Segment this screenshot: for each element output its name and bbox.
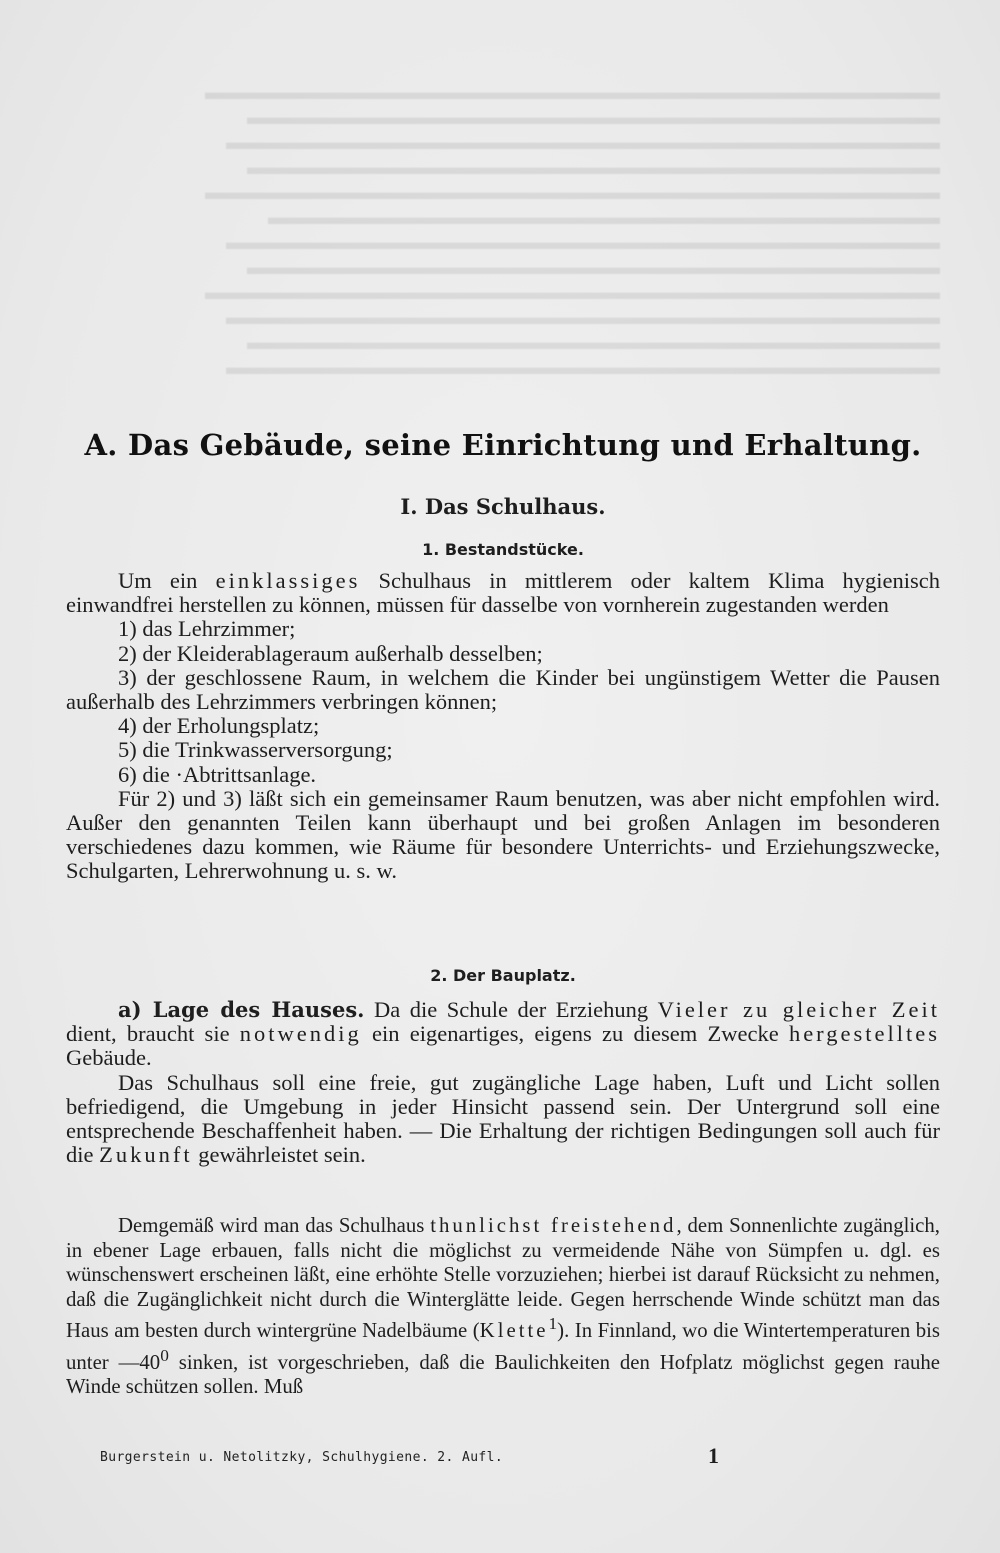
paragraph-text: dient, braucht sie [66, 1021, 240, 1047]
bleed-through-text: ▬▬▬▬▬▬▬▬▬▬▬▬▬▬▬▬▬▬▬▬▬▬▬▬▬▬▬▬▬▬▬▬▬▬▬ ▬▬▬▬▬▬▬▬▬▬▬▬▬▬▬▬▬▬▬▬▬▬▬▬▬▬▬▬▬▬▬▬▬ ▬▬▬▬▬▬▬▬▬▬▬▬▬▬▬▬▬▬▬▬▬▬▬▬▬▬▬▬▬▬▬▬▬▬ ▬▬▬▬▬▬▬▬▬▬▬▬▬▬▬▬▬▬▬▬▬▬▬▬▬▬▬▬▬▬▬▬▬ ▬▬▬▬▬▬▬▬▬▬▬▬▬▬▬▬▬▬▬▬▬▬▬▬▬▬▬▬▬▬▬▬▬▬▬ ▬▬▬▬▬▬▬▬▬▬▬▬▬▬▬▬▬▬▬▬▬▬▬▬▬▬▬▬▬▬▬▬ ▬▬▬▬▬▬▬▬▬▬▬▬▬▬▬▬▬▬▬▬▬▬▬▬▬▬▬▬▬▬▬▬▬▬ ▬▬▬▬▬▬▬▬▬▬▬▬▬▬▬▬▬▬▬▬▬▬▬▬▬▬▬▬▬▬▬▬▬ ▬▬▬▬▬▬▬▬▬▬▬▬▬▬▬▬▬▬▬▬▬▬▬▬▬▬▬▬▬▬▬▬▬▬▬ ▬▬▬▬▬▬▬▬▬▬▬▬▬▬▬▬▬▬▬▬▬▬▬▬▬▬▬▬▬▬▬▬▬▬ ▬▬▬▬▬▬▬▬▬▬▬▬▬▬▬▬▬▬▬▬▬▬▬▬▬▬▬▬▬▬▬▬▬ ▬▬▬▬▬▬▬▬▬▬▬▬▬▬▬▬▬▬▬▬▬▬▬▬▬▬▬▬▬▬▬▬▬▬ [205, 80, 940, 379]
emphasis-text: thunlichst freistehend [430, 1214, 677, 1237]
run-in-heading: a) Lage des Hauses. [118, 997, 365, 1022]
footnote-marker: 1 [548, 1314, 558, 1334]
umgebung-paragraph [66, 1071, 940, 1168]
chapter-heading: I. Das Schulhaus. [400, 494, 606, 519]
list-item: 4) der Erholungsplatz; [118, 713, 320, 739]
paragraph-text: sinken, ist vorgeschrieben, daß die Baulichkeiten den Hofplatz möglichst gegen rauhe Winde schützen sollen. Muß [66, 1350, 940, 1399]
list-item: 2) der Kleiderablageraum außerhalb desselben; [118, 640, 543, 666]
list-item: 5) die Trinkwasserversorgung; [118, 737, 393, 763]
intro-text: Um ein [118, 568, 216, 593]
list-item: 6) die ·Abtrittsanlage. [118, 761, 317, 787]
intro-emphasis: einklassiges [215, 568, 361, 593]
main-heading: A. Das Gebäude, seine Einrichtung und Erhaltung. [84, 428, 922, 462]
paragraph-text: Gebäude. [66, 1045, 152, 1071]
lage-paragraph [66, 998, 940, 1071]
footer-citation: Burgerstein u. Netolitzky, Schulhygiene. 2. Aufl. [100, 1450, 504, 1465]
emphasis-text: Zukunft [99, 1142, 193, 1168]
closing-paragraph: Für 2) und 3) läßt sich ein gemeinsamer Raum benutzen, was aber nicht empfohlen wird. Außer den genannten Teilen kann überhaupt und bei großen Anlagen im besonderen verschiedenes dazu kommen, wie Räume für besondere Unterrichts- und Erziehungszwecke, Schulgarten, Lehrerwohnung u. s. w. [66, 785, 940, 884]
paragraph-text: ). In Finnland, wo die Wintertemperaturen bis unter —40 [66, 1319, 940, 1374]
paragraph-text: Demgemäß wird man das Schulhaus [118, 1214, 431, 1237]
list-item: 3) der geschlossene Raum, in welchem die Kinder bei ungünstigem Wetter die Pausen außerhalb des Lehrzimmers verbringen können; [66, 664, 940, 715]
paragraph-text: , dem Sonnenlichte zugänglich, in ebener Lage erbauen, falls nicht die möglichst zu vermeidende Nähe von Sümpfen u. dgl. es wünschenswert erscheinen läßt, eine erhöhte Stelle vorzuziehen; hierbei ist darauf Rücksicht zu nehmen, daß die Zugänglichkeit nicht durch die Winterglätte leide. Gegen herrschende Winde schützt man das Haus am besten durch wintergrüne Nadelbäume ( [66, 1214, 940, 1343]
emphasis-text: hergestelltes [788, 1021, 940, 1047]
emphasis-text: Klette [479, 1319, 549, 1343]
paragraph-text: ein eigenartiges, eigens zu diesem Zwecke [361, 1021, 789, 1047]
paragraph-text: gewährleistet sein. [192, 1142, 366, 1168]
paragraph-text: Da die Schule der Erziehung [364, 997, 658, 1022]
section-body-bestandstuecke [66, 569, 940, 884]
section-body-bauplatz [66, 998, 940, 1167]
section-body-demgemaess [66, 1214, 940, 1400]
intro-paragraph [66, 569, 940, 617]
intro-text-continued: Schulhaus in mittlerem oder kaltem Klima hygienisch einwandfrei herstellen zu können, müssen für dasselbe von vornherein zugestanden werden [66, 568, 940, 618]
degree-marker: 0 [160, 1345, 169, 1365]
signature-mark: 1 [708, 1443, 719, 1468]
emphasis-text: Vieler zu gleicher Zeit [657, 997, 940, 1022]
paragraph-text: Das Schulhaus soll eine freie, gut zugängliche Lage haben, Luft und Licht sollen befriedigend, die Umgebung in jeder Hinsicht passend sein. Der Untergrund soll eine entsprechende Beschaffenheit haben. — Die Erhaltung der richtigen Bedingungen soll auch für die [66, 1069, 940, 1168]
list-item: 1) das Lehrzimmer; [118, 616, 296, 642]
demgemaess-paragraph [66, 1214, 940, 1400]
section-heading-bauplatz: 2. Der Bauplatz. [430, 966, 576, 985]
section-heading-bestandstuecke: 1. Bestandstücke. [422, 540, 584, 559]
emphasis-text: notwendig [239, 1021, 362, 1047]
